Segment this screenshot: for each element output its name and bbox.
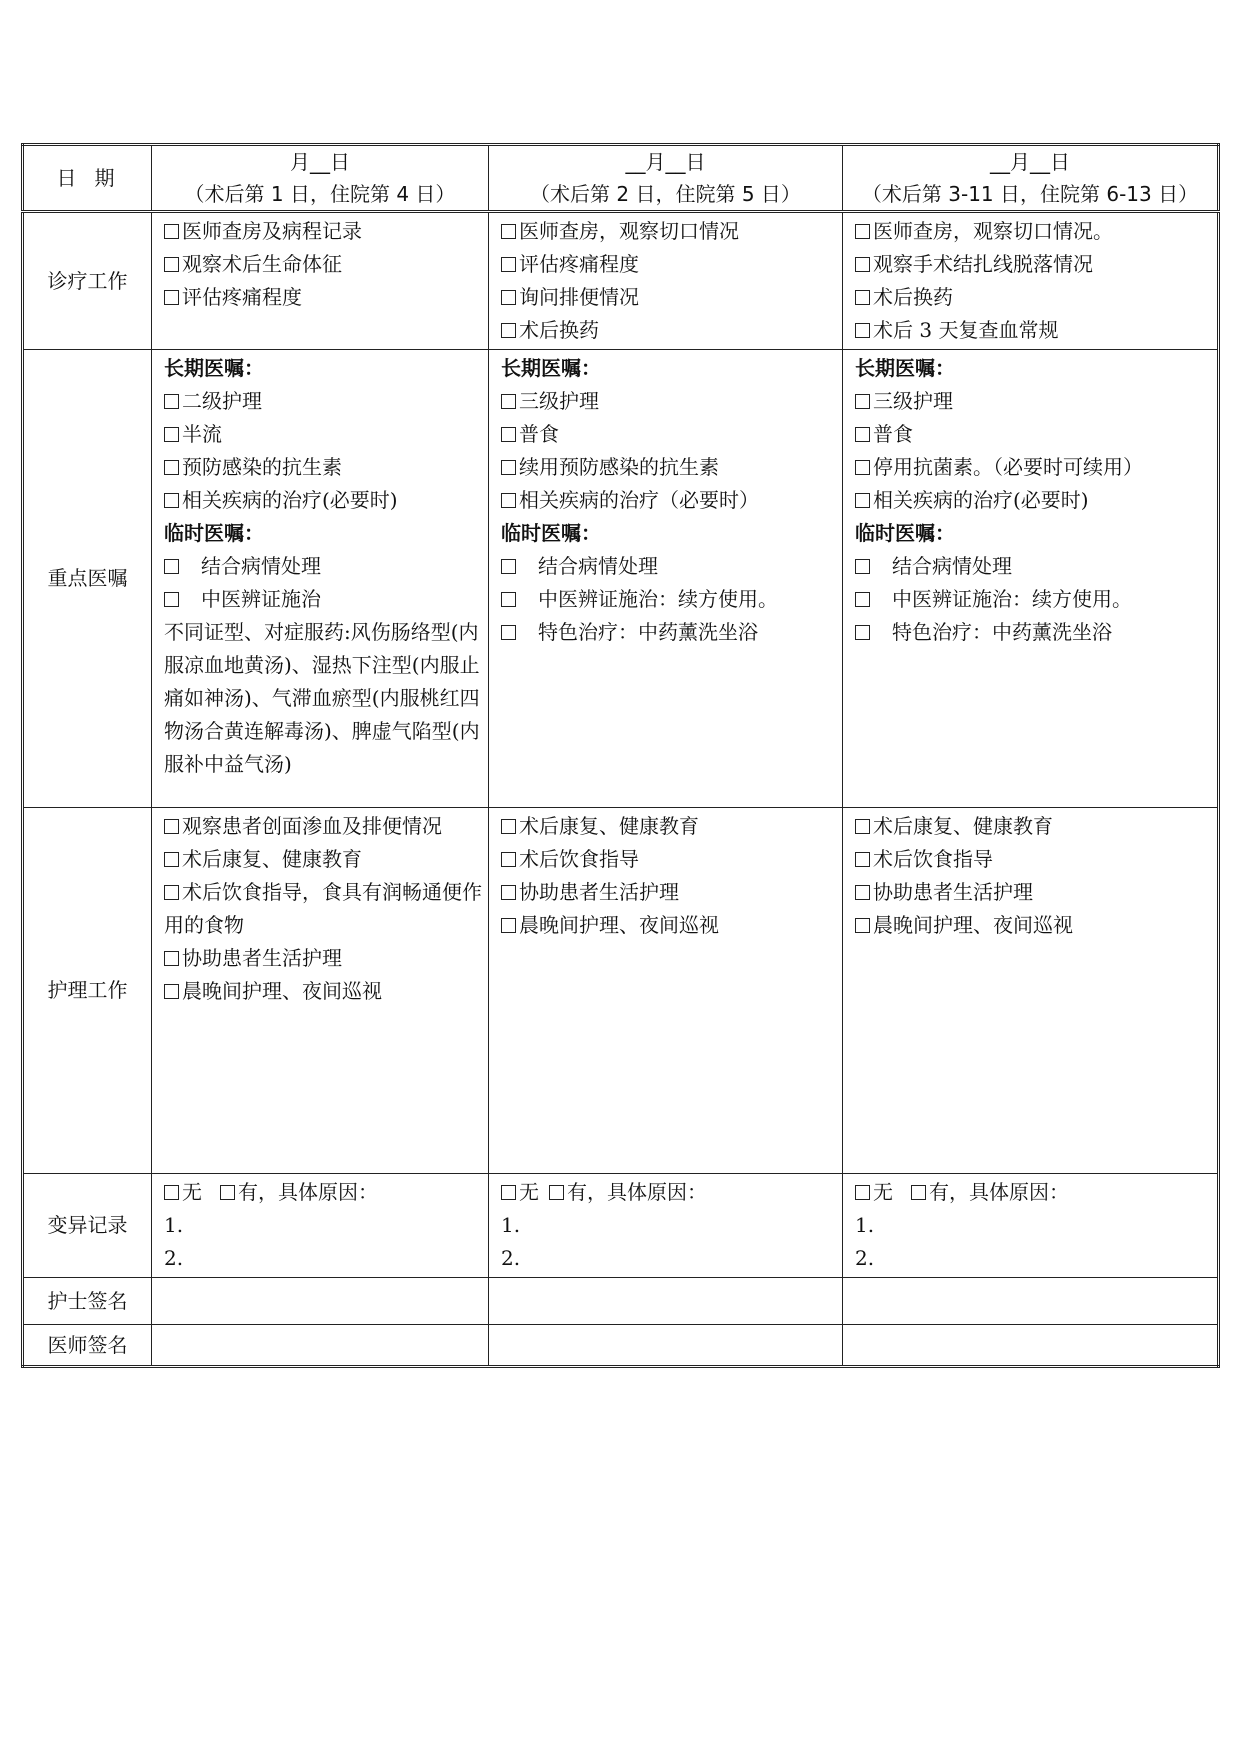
date-blank: __月__日: [625, 150, 706, 174]
checklist-item: 特色治疗：中药薰洗坐浴: [855, 616, 1211, 649]
day-note: （术后第 1 日，住院第 4 日）: [184, 182, 456, 206]
checkbox[interactable]: [164, 224, 179, 239]
variance-item-2: 2.: [164, 1246, 184, 1270]
checkbox[interactable]: [501, 852, 516, 867]
row-label-variance: 变异记录: [23, 1174, 152, 1278]
variance-row: [23, 1174, 1219, 1278]
checklist-item: 特色治疗：中药薰洗坐浴: [501, 616, 836, 649]
checklist-item: 询问排便情况: [501, 281, 836, 314]
checklist-item: 协助患者生活护理: [501, 876, 836, 909]
checkbox[interactable]: [164, 460, 179, 475]
checkbox[interactable]: [855, 224, 870, 239]
checkbox[interactable]: [164, 819, 179, 834]
row-label-nursing: 护理工作: [23, 808, 152, 1174]
day-note: （术后第 3-11 日，住院第 6-13 日）: [861, 182, 1199, 206]
checkbox[interactable]: [855, 427, 870, 442]
checkbox[interactable]: [164, 984, 179, 999]
checkbox[interactable]: [164, 885, 179, 900]
variance-item-2: 2.: [501, 1246, 521, 1270]
checkbox[interactable]: [855, 885, 870, 900]
checkbox[interactable]: [501, 819, 516, 834]
temporary-orders-heading: 临时医嘱：: [501, 521, 601, 545]
long-term-orders-heading: 长期医嘱：: [501, 356, 601, 380]
checkbox[interactable]: [164, 290, 179, 305]
checklist-item: 晨晚间护理、夜间巡视: [855, 909, 1211, 942]
date-header-day1: [152, 145, 489, 212]
checklist-item: 术后饮食指导，食具有润畅通便作用的食物: [164, 880, 482, 937]
doctor-signature-day2[interactable]: [489, 1325, 843, 1367]
doctor-signature-day3[interactable]: [843, 1325, 1219, 1367]
checkbox-yes[interactable]: [911, 1185, 926, 1200]
long-term-orders-heading: 长期医嘱：: [855, 356, 955, 380]
checklist-item: 预防感染的抗生素: [164, 451, 482, 484]
checklist-item: 三级护理: [855, 385, 1211, 418]
checklist-item: 相关疾病的治疗(必要时): [855, 484, 1211, 517]
checkbox[interactable]: [855, 625, 870, 640]
checkbox-yes[interactable]: [549, 1185, 564, 1200]
doctor-signature-day1[interactable]: [152, 1325, 489, 1367]
row-label-diagnosis: 诊疗工作: [23, 212, 152, 350]
checklist-item: 中医辨证施治：续方使用。: [855, 583, 1211, 616]
checkbox[interactable]: [855, 460, 870, 475]
date-label: 日期: [23, 145, 152, 212]
checkbox[interactable]: [501, 257, 516, 272]
orders-day2: [489, 350, 843, 808]
checkbox[interactable]: [501, 394, 516, 409]
checklist-item: 普食: [855, 418, 1211, 451]
checklist-item: 观察手术结扎线脱落情况: [855, 248, 1211, 281]
nurse-signature-row: [23, 1278, 1219, 1325]
nursing-day1: [152, 808, 489, 1174]
variance-day3: [843, 1174, 1219, 1278]
checkbox[interactable]: [501, 493, 516, 508]
date-header-day2: [489, 145, 843, 212]
checkbox[interactable]: [855, 819, 870, 834]
checkbox[interactable]: [164, 559, 179, 574]
nursing-row: [23, 808, 1219, 1174]
checkbox[interactable]: [164, 951, 179, 966]
checkbox[interactable]: [501, 592, 516, 607]
checkbox[interactable]: [501, 918, 516, 933]
diagnosis-row: [23, 212, 1219, 350]
checkbox[interactable]: [164, 257, 179, 272]
temporary-orders-heading: 临时医嘱：: [855, 521, 955, 545]
tcm-syndrome-note: 不同证型、对症服药:风伤肠络型(内服凉血地黄汤)、湿热下注型(内服止痛如神汤)、气滞血瘀型(内服桃红四物汤合黄连解毒汤)、脾虚气陷型(内服补中益气汤): [164, 620, 480, 776]
checkbox[interactable]: [855, 918, 870, 933]
checkbox[interactable]: [164, 394, 179, 409]
checklist-item: 停用抗菌素。（必要时可续用）: [855, 451, 1211, 484]
checkbox[interactable]: [855, 493, 870, 508]
variance-day1: [152, 1174, 489, 1278]
date-header-day3: [843, 145, 1219, 212]
diagnosis-day2: [489, 212, 843, 350]
checklist-item: 医师查房及病程记录: [164, 215, 482, 248]
checklist-item: 术后换药: [501, 314, 836, 347]
checklist-item: 术后 3 天复查血常规: [855, 314, 1211, 347]
variance-item-1: 1.: [501, 1213, 521, 1237]
checkbox[interactable]: [164, 493, 179, 508]
diagnosis-day1: [152, 212, 489, 350]
checkbox-none[interactable]: [501, 1185, 516, 1200]
checkbox[interactable]: [501, 559, 516, 574]
checklist-item: 晨晚间护理、夜间巡视: [164, 975, 482, 1008]
nurse-signature-day3[interactable]: [843, 1278, 1219, 1325]
nurse-signature-day1[interactable]: [152, 1278, 489, 1325]
checklist-item: 医师查房，观察切口情况。: [855, 215, 1211, 248]
checklist-item: 协助患者生活护理: [164, 942, 482, 975]
checkbox-yes[interactable]: [220, 1185, 235, 1200]
checklist-item: 三级护理: [501, 385, 836, 418]
checkbox[interactable]: [501, 625, 516, 640]
checklist-item: 术后康复、健康教育: [164, 843, 482, 876]
variance-options: 无 有，具体原因：: [855, 1176, 1211, 1209]
checklist-item: 结合病情处理: [501, 550, 836, 583]
checklist-item: 评估疼痛程度: [164, 281, 482, 314]
checkbox[interactable]: [501, 323, 516, 338]
checklist-item: 中医辨证施治：续方使用。: [501, 583, 836, 616]
date-blank: 月__日: [290, 150, 350, 174]
variance-options: 无 有，具体原因：: [164, 1176, 482, 1209]
date-header-row: [23, 145, 1219, 212]
variance-options: 无 有，具体原因：: [501, 1176, 836, 1209]
checkbox[interactable]: [855, 290, 870, 305]
checklist-item: 医师查房，观察切口情况: [501, 215, 836, 248]
checklist-item: 相关疾病的治疗(必要时): [164, 484, 482, 517]
checkbox[interactable]: [501, 460, 516, 475]
checklist-item: 相关疾病的治疗（必要时）: [501, 484, 836, 517]
checklist-item: 续用预防感染的抗生素: [501, 451, 836, 484]
checklist-item: 半流: [164, 418, 482, 451]
checkbox[interactable]: [855, 592, 870, 607]
row-label-nurse-signature: 护士签名: [23, 1278, 152, 1325]
checklist-item: 观察患者创面渗血及排便情况: [164, 810, 482, 843]
nursing-day2: [489, 808, 843, 1174]
checklist-item: 观察术后生命体征: [164, 248, 482, 281]
day-note: （术后第 2 日，住院第 5 日）: [530, 182, 801, 206]
checklist-item: 晨晚间护理、夜间巡视: [501, 909, 836, 942]
checkbox[interactable]: [501, 290, 516, 305]
checkbox[interactable]: [501, 427, 516, 442]
checklist-item: 二级护理: [164, 385, 482, 418]
nurse-signature-day2[interactable]: [489, 1278, 843, 1325]
checklist-item: 术后康复、健康教育: [501, 810, 836, 843]
checklist-item: 协助患者生活护理: [855, 876, 1211, 909]
variance-item-1: 1.: [164, 1213, 184, 1237]
checklist-item: 中医辨证施治: [164, 583, 482, 616]
checkbox[interactable]: [501, 885, 516, 900]
date-blank: __月__日: [990, 150, 1070, 174]
checklist-item: 普食: [501, 418, 836, 451]
checkbox[interactable]: [164, 592, 179, 607]
nursing-day3: [843, 808, 1219, 1174]
checklist-item: 术后饮食指导: [855, 843, 1211, 876]
row-label-orders: 重点医嘱: [23, 350, 152, 808]
checkbox[interactable]: [855, 852, 870, 867]
variance-item-2: 2.: [855, 1246, 875, 1270]
checklist-item: 术后康复、健康教育: [855, 810, 1211, 843]
checkbox[interactable]: [855, 323, 870, 338]
long-term-orders-heading: 长期医嘱：: [164, 356, 264, 380]
checkbox[interactable]: [855, 257, 870, 272]
clinical-pathway-sheet: [21, 143, 1217, 1368]
doctor-signature-row: [23, 1325, 1219, 1367]
temporary-orders-heading: 临时医嘱：: [164, 521, 264, 545]
checklist-item: 术后饮食指导: [501, 843, 836, 876]
checklist-item: 结合病情处理: [855, 550, 1211, 583]
checkbox[interactable]: [855, 394, 870, 409]
orders-day1: [152, 350, 489, 808]
checkbox[interactable]: [501, 224, 516, 239]
checklist-item: 评估疼痛程度: [501, 248, 836, 281]
checkbox-none[interactable]: [164, 1185, 179, 1200]
checkbox-none[interactable]: [855, 1185, 870, 1200]
variance-item-1: 1.: [855, 1213, 875, 1237]
checkbox[interactable]: [164, 852, 179, 867]
checklist-item: 结合病情处理: [164, 550, 482, 583]
orders-row: [23, 350, 1219, 808]
diagnosis-day3: [843, 212, 1219, 350]
checkbox[interactable]: [164, 427, 179, 442]
checklist-item: 术后换药: [855, 281, 1211, 314]
orders-day3: [843, 350, 1219, 808]
variance-day2: [489, 1174, 843, 1278]
clinical-pathway-table: [21, 143, 1220, 1368]
checkbox[interactable]: [855, 559, 870, 574]
row-label-doctor-signature: 医师签名: [23, 1325, 152, 1367]
